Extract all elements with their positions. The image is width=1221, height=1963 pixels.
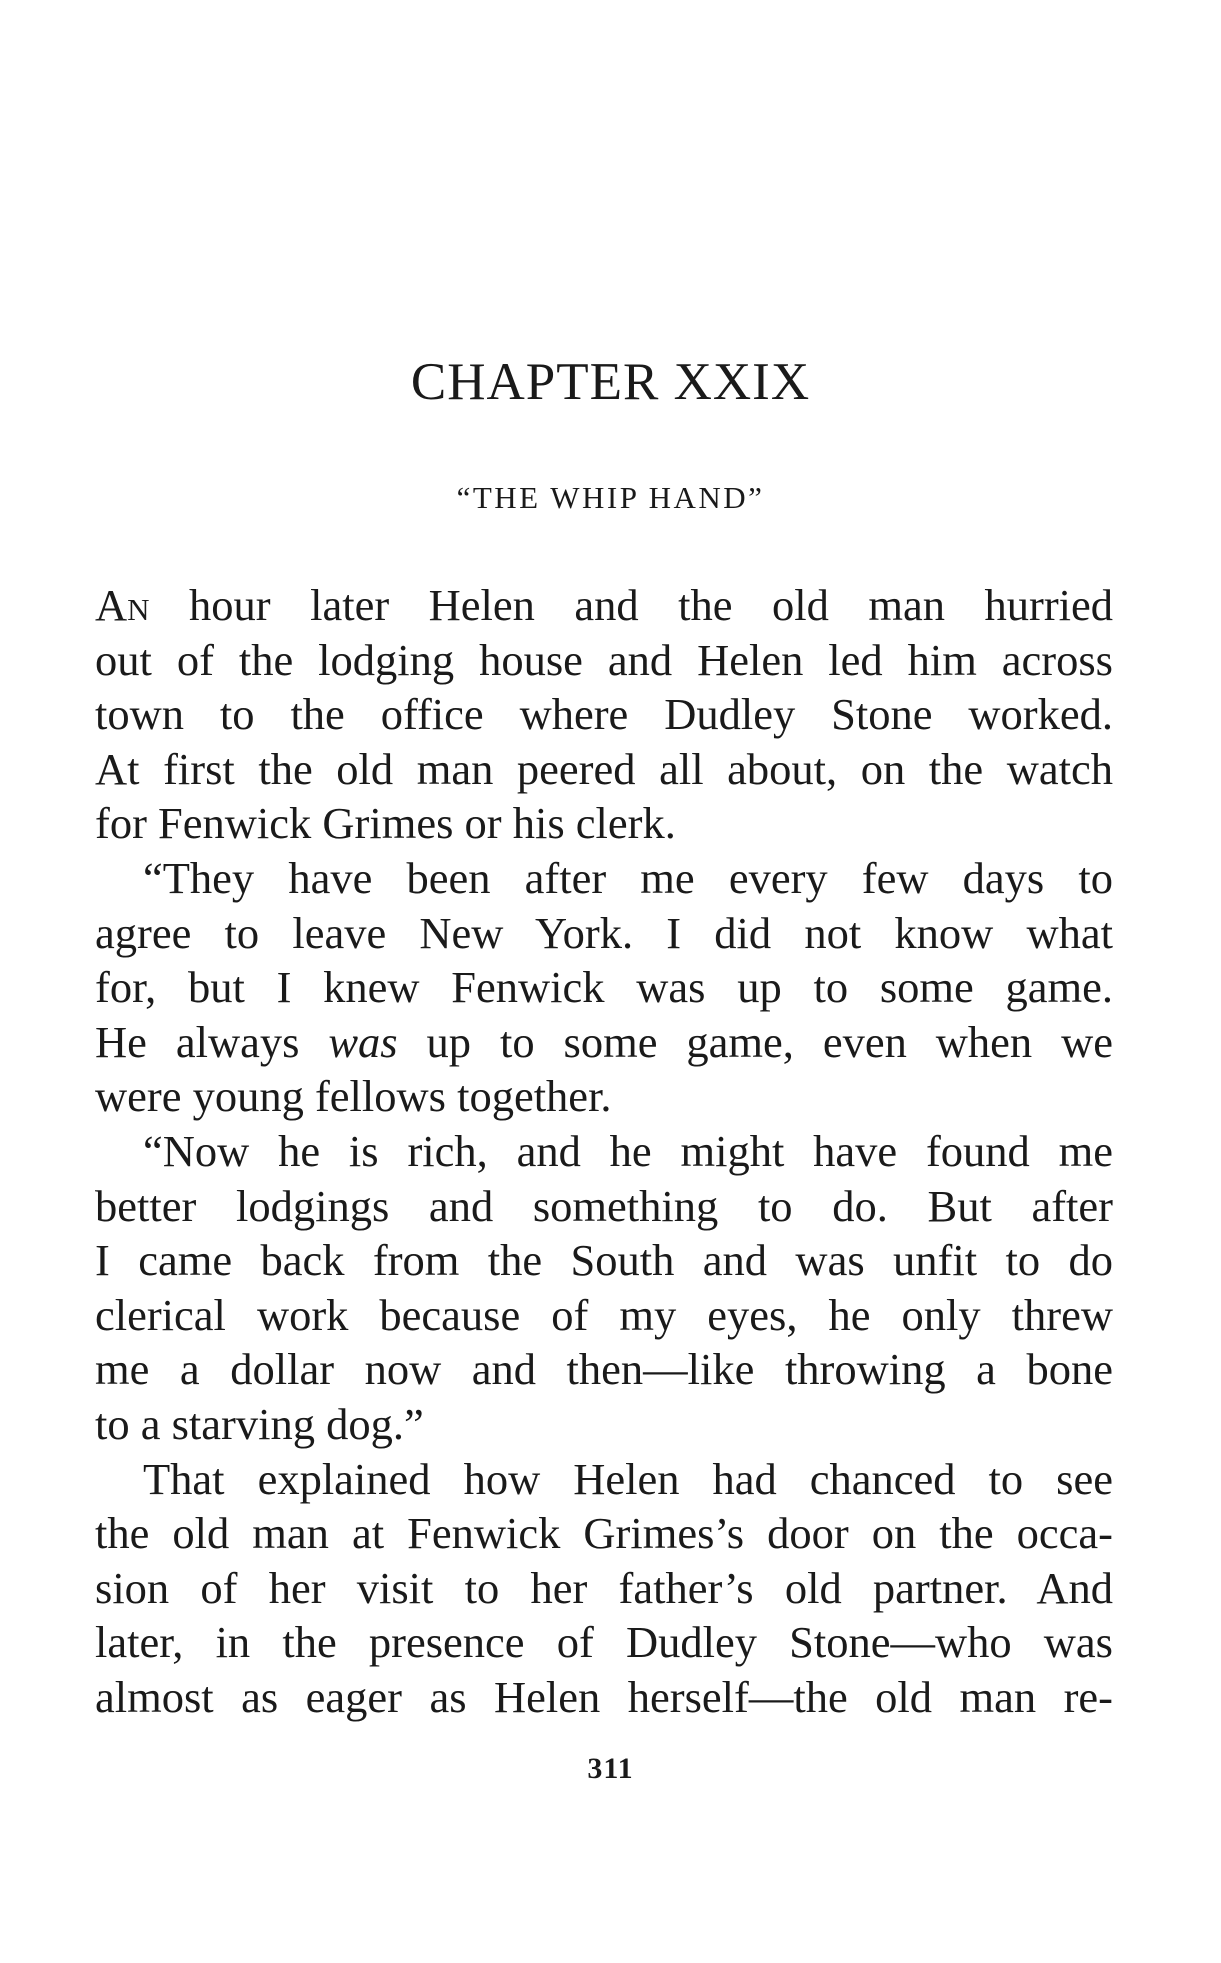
text-line: were young fellows together. — [95, 1071, 612, 1122]
text-line: I came back from the South and was unfit to do — [95, 1235, 1113, 1286]
paragraph-3 — [95, 1124, 1113, 1452]
text-line: out of the lodging house and Helen led him across — [95, 634, 1113, 685]
text-line: “They have been after me every few days to — [143, 852, 1113, 903]
page-number: 311 — [587, 1752, 634, 1785]
body-text — [95, 578, 1113, 1724]
text-line: me a dollar now and then—like throwing a bone — [95, 1344, 1113, 1395]
emphasis: was — [328, 1016, 398, 1067]
text-line: An hour later Helen and the old man hurried — [95, 580, 1113, 630]
drop-word: An — [95, 580, 150, 630]
text-line: almost as eager as Helen herself—the old man re- — [95, 1671, 1113, 1722]
text-line: He always was up to some game, even when we — [95, 1016, 1113, 1067]
text-line: better lodgings and something to do. But after — [95, 1180, 1113, 1231]
text-line: sion of her visit to her father’s old partner. And — [95, 1562, 1113, 1613]
text-line: for Fenwick Grimes or his clerk. — [95, 798, 676, 849]
paragraph-2 — [95, 851, 1113, 1124]
chapter-subtitle: “THE WHIP HAND” — [456, 480, 765, 515]
text-line: for, but I knew Fenwick was up to some game. — [95, 962, 1113, 1013]
text-line: clerical work because of my eyes, he only threw — [95, 1289, 1113, 1340]
text-line: later, in the presence of Dudley Stone—who was — [95, 1617, 1113, 1668]
chapter-title: CHAPTER XXIX — [410, 353, 811, 411]
paragraph-1 — [95, 578, 1113, 851]
paragraph-4 — [95, 1452, 1113, 1725]
text-line: That explained how Helen had chanced to see — [143, 1453, 1113, 1504]
text-line: the old man at Fenwick Grimes’s door on the occa- — [95, 1508, 1113, 1559]
text-line: At first the old man peered all about, on the watch — [95, 743, 1113, 794]
text-line: to a starving dog.” — [95, 1398, 424, 1449]
text-line: “Now he is rich, and he might have found me — [143, 1125, 1113, 1176]
text-line: agree to leave New York. I did not know what — [95, 907, 1113, 958]
text-line: town to the office where Dudley Stone worked. — [95, 689, 1113, 740]
